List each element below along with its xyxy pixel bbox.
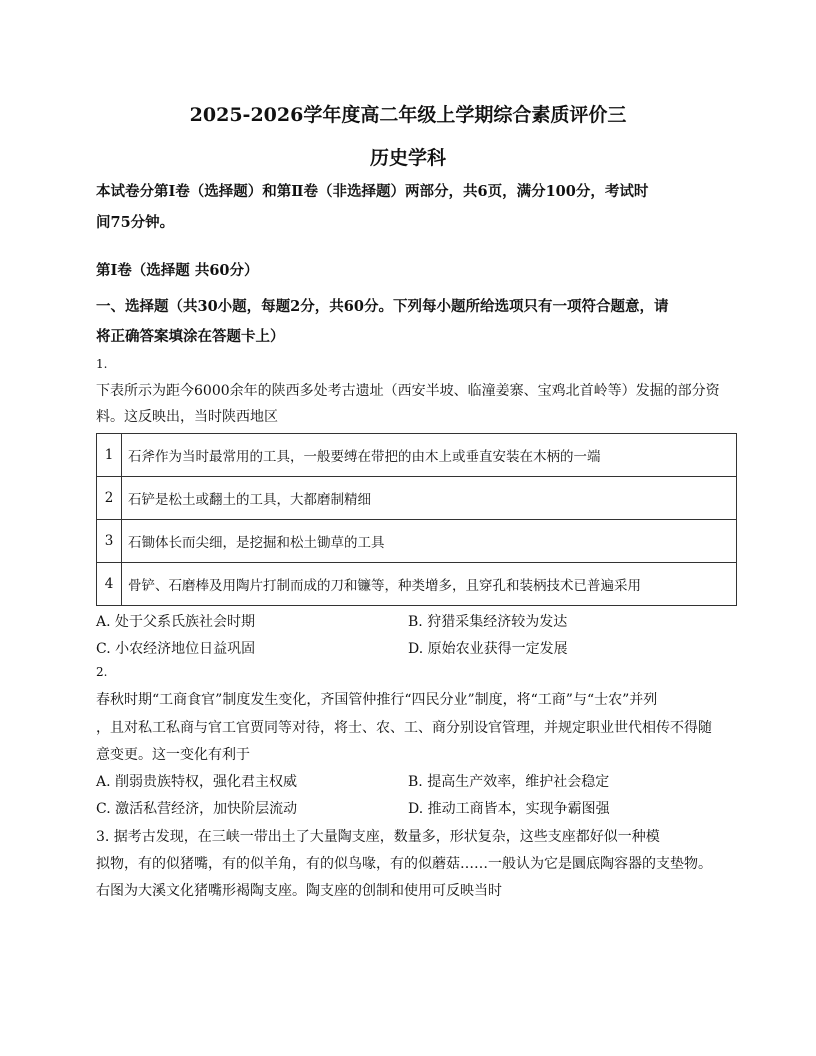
q1-data-table <box>96 433 737 606</box>
q1-option-b: B. 狩猎采集经济较为发达 <box>408 614 568 630</box>
row-number: 3 <box>97 520 122 563</box>
part1-heading: 第Ⅰ卷（选择题 共60分） <box>96 262 259 279</box>
row-text: 骨铲、石磨棒及用陶片打制而成的刀和镰等，种类增多，且穿孔和装柄技术已普遍采用 <box>122 563 737 606</box>
row-number: 2 <box>97 477 122 520</box>
intro-line-1: 本试卷分第Ⅰ卷（选择题）和第Ⅱ卷（非选择题）两部分，共6页，满分100分，考试时 <box>96 183 649 200</box>
q2-stem-line-1: 春秋时期“工商食官”制度发生变化，齐国管仲推行“四民分业”制度，将“工商”与“士农”并列 <box>96 692 658 708</box>
q1-stem-line-2: 料。这反映出，当时陕西地区 <box>96 409 278 425</box>
table-row <box>97 477 737 520</box>
q3-line-1: 3. 据考古发现，在三峡一带出土了大量陶支座，数量多，形状复杂，这些支座都好似一种模 <box>96 829 660 845</box>
row-text: 石铲是松土或翻土的工具，大都磨制精细 <box>122 477 737 520</box>
q1-option-d: D. 原始农业获得一定发展 <box>408 641 568 657</box>
section-line-2: 将正确答案填涂在答题卡上） <box>96 328 285 345</box>
table-row <box>97 434 737 477</box>
section-line-1: 一、选择题（共30小题，每题2分，共60分。下列每小题所给选项只有一项符合题意，请 <box>96 298 669 315</box>
row-text: 石锄体长而尖细，是挖掘和松土锄草的工具 <box>122 520 737 563</box>
q2-option-a: A. 削弱贵族特权，强化君主权威 <box>96 774 298 790</box>
row-number: 1 <box>97 434 122 477</box>
q2-stem-line-2: ，且对私工私商与官工官贾同等对待，将士、农、工、商分别设官管理，并规定职业世代相传不得随 <box>96 720 712 736</box>
q2-option-c: C. 激活私营经济，加快阶层流动 <box>96 801 298 817</box>
intro-line-2: 间75分钟。 <box>96 214 175 231</box>
q1-number: 1. <box>96 357 108 371</box>
q3-line-3: 右图为大溪文化猪嘴形褐陶支座。陶支座的创制和使用可反映当时 <box>96 883 502 899</box>
q2-stem-line-3: 意变更。这一变化有利于 <box>96 747 250 763</box>
q2-option-b: B. 提高生产效率，维护社会稳定 <box>408 774 610 790</box>
q3-line-2: 拟物，有的似猪嘴，有的似羊角，有的似鸟喙，有的似蘑菇……一般认为它是圜底陶容器的支垫物。 <box>96 856 712 872</box>
q1-option-c: C. 小农经济地位日益巩固 <box>96 641 256 657</box>
exam-title: 2025-2026学年度高二年级上学期综合素质评价三 <box>189 104 627 126</box>
row-text: 石斧作为当时最常用的工具，一般要缚在带把的由木上或垂直安装在木柄的一端 <box>122 434 737 477</box>
q1-stem-line-1: 下表所示为距今6000余年的陕西多处考古遗址（西安半坡、临潼姜寨、宝鸡北首岭等）发掘的部分资 <box>96 383 720 399</box>
q2-option-d: D. 推动工商皆本，实现争霸图强 <box>408 801 610 817</box>
table-row <box>97 520 737 563</box>
table-row <box>97 563 737 606</box>
row-number: 4 <box>97 563 122 606</box>
q1-option-a: A. 处于父系氏族社会时期 <box>96 614 256 630</box>
subject-title: 历史学科 <box>369 147 446 169</box>
q2-number: 2. <box>96 665 108 679</box>
